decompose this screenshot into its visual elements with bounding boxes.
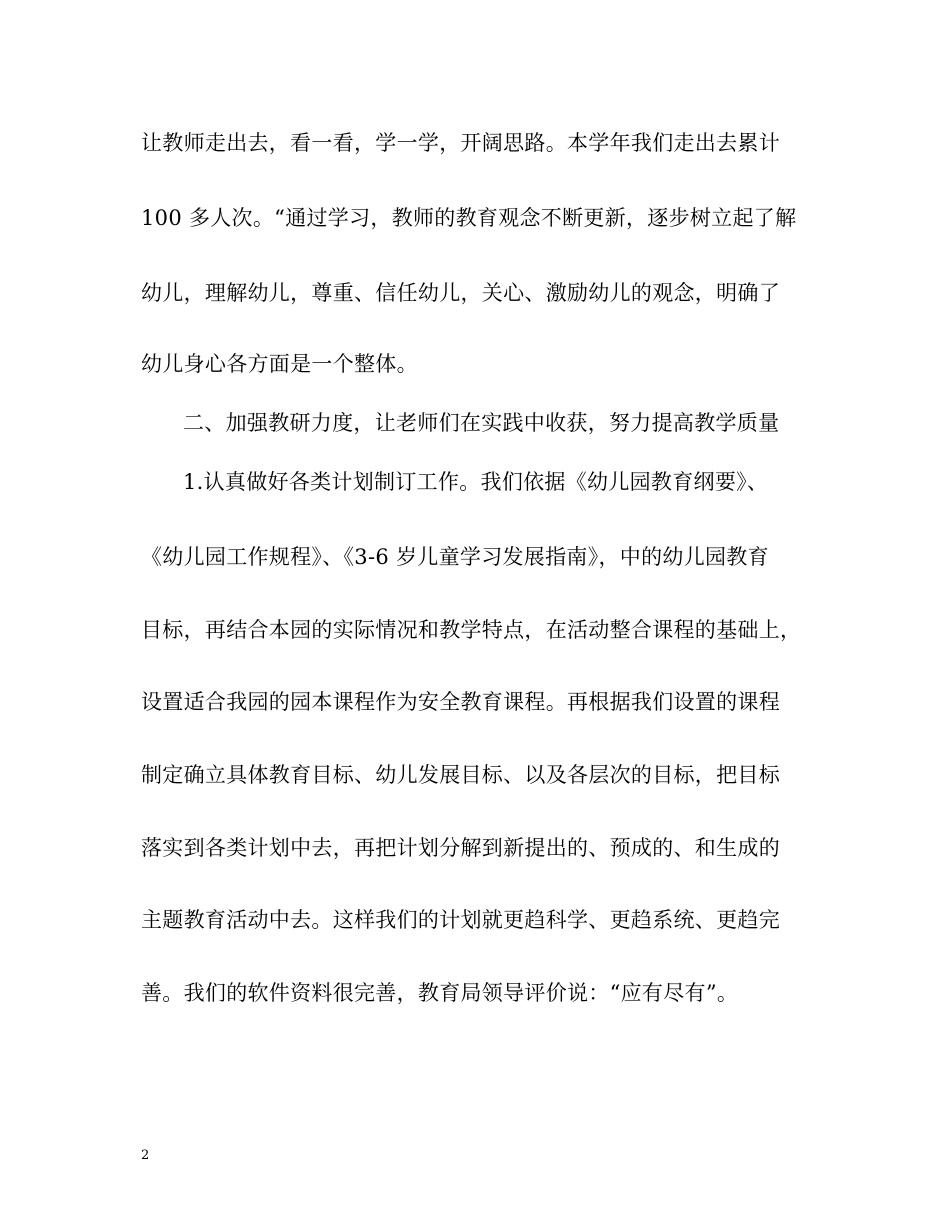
text-line: 幼儿身心各方面是一个整体。 <box>141 352 418 376</box>
text-line: 制定确立具体教育目标、幼儿发展目标、以及各层次的目标，把目标 <box>141 763 780 787</box>
text-line: 主题教育活动中去。这样我们的计划就更趋科学、更趋系统、更趋完 <box>141 908 780 932</box>
text-line: 幼儿，理解幼儿，尊重、信任幼儿，关心、激励幼儿的观念，明确了 <box>141 281 780 305</box>
text-line: 100 多人次。“通过学习，教师的教育观念不断更新，逐步树立起了解 <box>141 206 797 230</box>
text-line: 《幼儿园工作规程》、《3-6 岁儿童学习发展指南》，中的幼儿园教育 <box>141 545 769 569</box>
text-line: 善。我们的软件资料很完善，教育局领导评价说：“应有尽有”。 <box>141 981 739 1005</box>
text-line: 落实到各类计划中去，再把计划分解到新提出的、预成的、和生成的 <box>141 836 780 860</box>
page-number: 2 <box>141 1148 150 1163</box>
text-line: 目标，再结合本园的实际情况和教学特点，在活动整合课程的基础上， <box>141 618 802 642</box>
text-line: 设置适合我园的园本课程作为安全教育课程。再根据我们设置的课程 <box>141 690 780 714</box>
text-line: 让教师走出去，看一看，学一学，开阔思路。本学年我们走出去累计 <box>141 131 780 155</box>
text-line: 1.认真做好各类计划制订工作。我们依据《幼儿园教育纲要》、 <box>183 470 769 494</box>
section-heading: 二、加强教研力度，让老师们在实践中收获，努力提高教学质量 <box>183 411 780 435</box>
